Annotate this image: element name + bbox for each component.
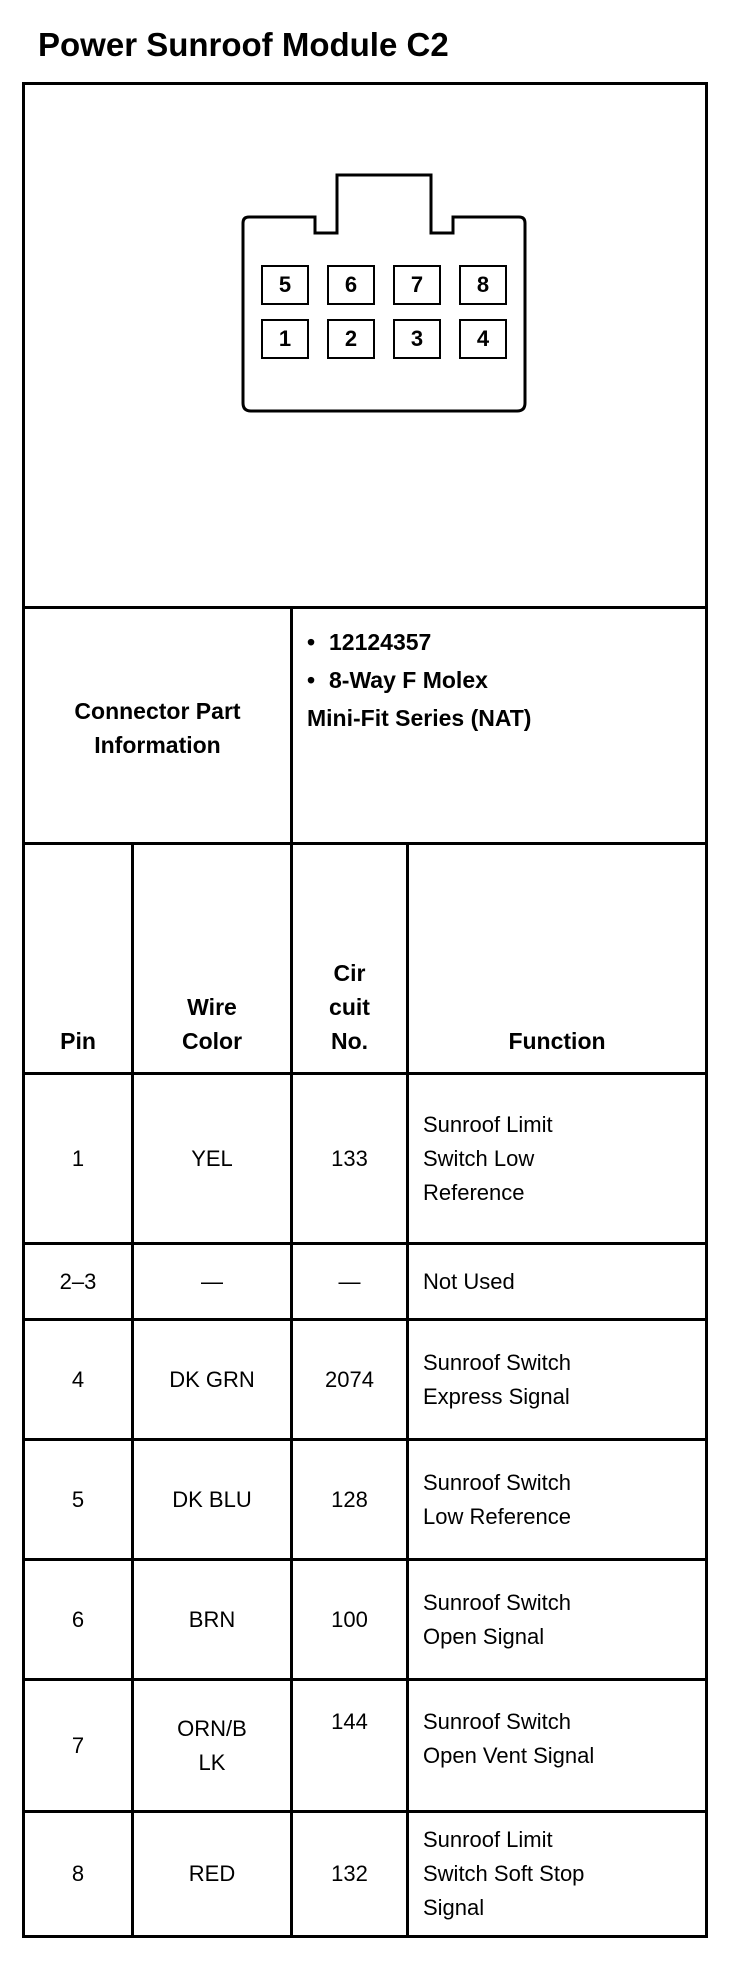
cell-wire-color: BRN	[188, 1606, 236, 1632]
header-wire-color	[134, 845, 290, 1072]
cell-wire-color	[134, 1681, 290, 1810]
header-pin: Pin	[60, 1028, 96, 1054]
function-line: Open Vent Signal	[423, 1743, 595, 1768]
connector-pin-4: 4	[459, 319, 507, 359]
cell-wire-color: DK BLU	[172, 1486, 252, 1512]
cell-wire-color: YEL	[191, 1145, 233, 1171]
cell-wire-color: RED	[188, 1861, 236, 1886]
cell-pin: 7	[71, 1732, 85, 1758]
cell-function: Not Used	[423, 1268, 515, 1294]
cell-function	[409, 1561, 705, 1678]
cell-pin: 8	[71, 1861, 85, 1886]
cell-function	[409, 1681, 705, 1810]
cell-circuit: 132	[331, 1861, 368, 1886]
function-line: Sunroof Switch	[423, 1709, 571, 1734]
cell-circuit: 2074	[325, 1366, 374, 1392]
header-wire-color-line: Wire	[187, 994, 237, 1020]
cell-circuit: 133	[331, 1145, 368, 1171]
cell-circuit: 100	[331, 1606, 368, 1632]
connector-pin-5: 5	[261, 265, 309, 305]
cell-function	[409, 1441, 705, 1558]
function-line: Express Signal	[423, 1383, 570, 1409]
connector-part-info-label	[25, 615, 290, 841]
function-line: Sunroof Switch	[423, 1349, 571, 1375]
cell-pin: 2–3	[59, 1268, 97, 1294]
function-line: Sunroof Limit	[423, 1827, 553, 1852]
header-circuit-no	[293, 845, 406, 1072]
cell-function	[409, 1075, 705, 1242]
page-title: Power Sunroof Module C2	[38, 26, 449, 63]
header-circuit-line: cuit	[329, 994, 370, 1020]
connector-pin-7: 7	[393, 265, 441, 305]
header-function: Function	[508, 1028, 606, 1054]
header-circuit-line: Cir	[333, 960, 366, 986]
cell-wire-color: DK GRN	[169, 1366, 255, 1392]
connector-pin-3: 3	[393, 319, 441, 359]
cell-wire-color: —	[201, 1268, 223, 1294]
part-info-label-line: Connector Part	[74, 698, 241, 724]
function-line: Switch Soft Stop	[423, 1861, 585, 1886]
connector-table-frame	[22, 82, 708, 1938]
connector-diagram	[25, 85, 705, 605]
cell-function	[409, 1321, 705, 1438]
function-line: Signal	[423, 1895, 485, 1920]
part-number: 12124357	[329, 629, 432, 655]
cell-function	[409, 1813, 705, 1935]
connector-pin-8: 8	[459, 265, 507, 305]
connector-pin-2: 2	[327, 319, 375, 359]
cell-circuit: —	[338, 1268, 361, 1294]
connector-type: 8-Way F Molex	[329, 667, 488, 693]
cell-pin: 5	[71, 1486, 85, 1512]
cell-pin: 6	[71, 1606, 85, 1632]
divider	[25, 606, 705, 609]
function-line: Sunroof Switch	[423, 1469, 571, 1495]
cell-circuit: 144	[331, 1709, 368, 1734]
function-line: Reference	[423, 1179, 525, 1205]
function-line: Low Reference	[423, 1503, 571, 1529]
header-wire-color-line: Color	[181, 1028, 243, 1054]
bullet: •	[307, 629, 316, 655]
function-line: Open Signal	[423, 1623, 545, 1649]
connector-series: Mini-Fit Series (NAT)	[307, 705, 532, 731]
connector-pin-6: 6	[327, 265, 375, 305]
wire-color-line: LK	[198, 1749, 226, 1775]
part-info-label-line: Information	[94, 732, 221, 758]
function-line: Sunroof Switch	[423, 1589, 571, 1615]
function-line: Sunroof Limit	[423, 1111, 553, 1137]
cell-pin: 1	[71, 1145, 85, 1171]
header-circuit-line: No.	[330, 1028, 369, 1054]
cell-circuit: 128	[331, 1486, 368, 1512]
connector-part-info	[295, 623, 705, 737]
bullet: •	[307, 667, 316, 693]
connector-pin-1: 1	[261, 319, 309, 359]
function-line: Switch Low	[423, 1145, 535, 1171]
cell-pin: 4	[71, 1366, 85, 1392]
wire-color-line: ORN/B	[177, 1715, 247, 1741]
